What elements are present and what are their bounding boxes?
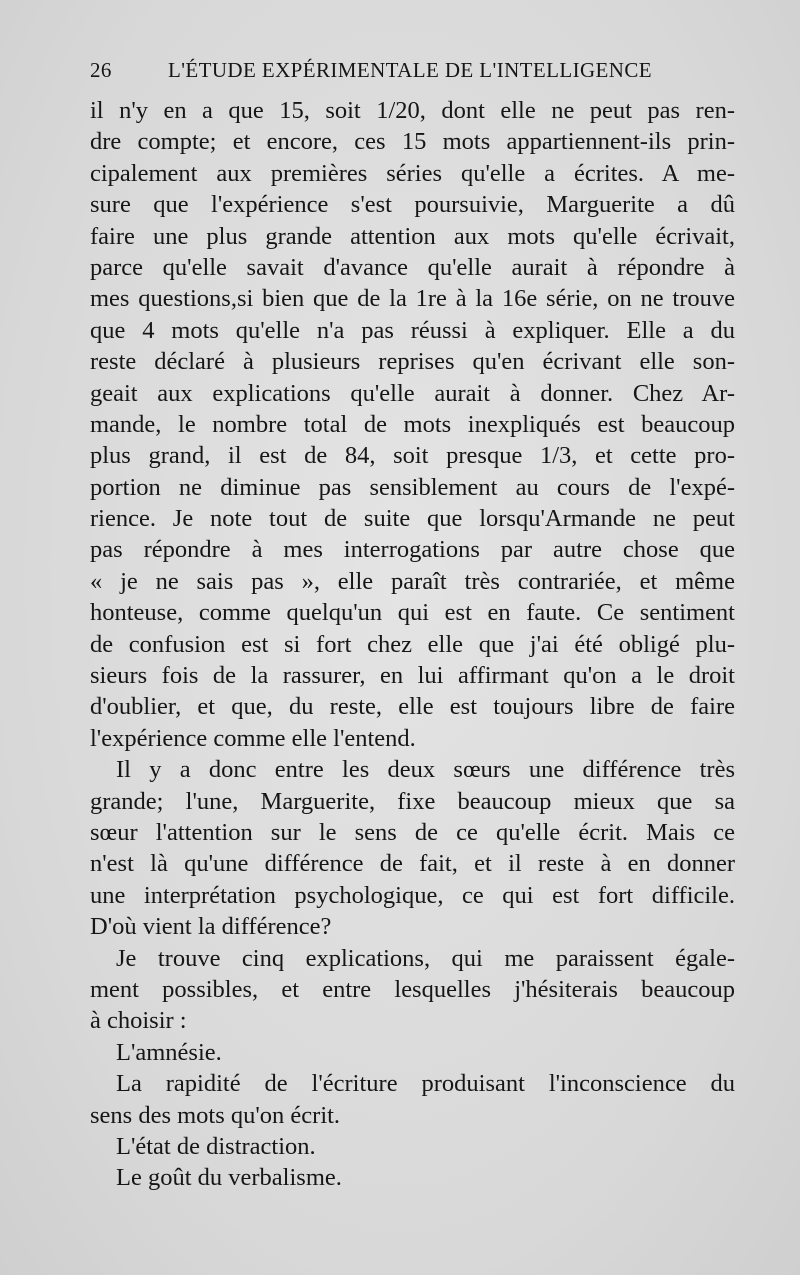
text-line: Le goût du verbalisme. — [116, 1164, 342, 1192]
header-title: L'ÉTUDE EXPÉRIMENTALE DE L'INTELLIGENCE — [168, 58, 652, 82]
text-line: plus grand, il est de 84, soit presque 1/3, et cette pro- — [90, 442, 735, 470]
text-line: sieurs fois de la rassurer, en lui affirmant qu'on a le droit — [90, 662, 735, 690]
text-line: pas répondre à mes interrogations par autre chose que — [90, 536, 735, 564]
text-line: ment possibles, et entre lesquelles j'hésiterais beaucoup — [90, 975, 735, 1003]
text-line: parce qu'elle savait d'avance qu'elle aurait à répondre à — [90, 253, 735, 281]
text-line: l'expérience comme elle l'entend. — [90, 724, 416, 752]
text-line: sens des mots qu'on écrit. — [90, 1101, 341, 1129]
text-line: de confusion est si fort chez elle que j'ai été obligé plu- — [90, 630, 735, 658]
body-text — [90, 95, 735, 1194]
text-line: L'amnésie. — [116, 1038, 222, 1066]
text-line: reste déclaré à plusieurs reprises qu'en écrivant elle son- — [90, 348, 735, 376]
text-line: il n'y en a que 15, soit 1/20, dont elle ne peut pas ren- — [90, 97, 735, 124]
text-line: portion ne diminue pas sensiblement au cours de l'expé- — [90, 473, 735, 501]
text-line: sœur l'attention sur le sens de ce qu'elle écrit. Mais ce — [90, 818, 735, 846]
text-line: sure que l'expérience s'est poursuivie, Marguerite a dû — [90, 191, 735, 219]
text-line: n'est là qu'une différence de fait, et il reste à en donner — [90, 850, 735, 878]
text-line: L'état de distraction. — [116, 1132, 316, 1160]
text-line: geait aux explications qu'elle aurait à donner. Chez Ar- — [90, 379, 735, 407]
text-line: une interprétation psychologique, ce qui est fort difficile. — [90, 881, 735, 909]
running-head — [90, 58, 670, 88]
text-line: honteuse, comme quelqu'un qui est en faute. Ce sentiment — [90, 599, 735, 627]
text-line: cipalement aux premières séries qu'elle a écrites. A me- — [90, 159, 735, 187]
text-line: Il y a donc entre les deux sœurs une différence très — [116, 756, 735, 784]
text-line: grande; l'une, Marguerite, fixe beaucoup mieux que sa — [90, 787, 735, 815]
text-line: que 4 mots qu'elle n'a pas réussi à expliquer. Elle a du — [90, 316, 735, 344]
text-line: « je ne sais pas », elle paraît très contrariée, et même — [90, 567, 735, 595]
text-line: faire une plus grande attention aux mots qu'elle écrivait, — [90, 222, 735, 250]
text-line: Je trouve cinq explications, qui me paraissent égale- — [116, 944, 735, 972]
text-line: à choisir : — [90, 1007, 187, 1035]
page-number: 26 — [90, 58, 112, 82]
text-line: dre compte; et encore, ces 15 mots appartiennent-ils prin- — [90, 128, 735, 156]
text-line: mes questions,si bien que de la 1re à la 16e série, on ne trouve — [90, 285, 735, 313]
text-line: rience. Je note tout de suite que lorsqu'Armande ne peut — [90, 505, 735, 533]
text-line: d'oublier, et que, du reste, elle est toujours libre de faire — [90, 693, 735, 721]
text-line: D'où vient la différence? — [90, 913, 332, 941]
text-line: La rapidité de l'écriture produisant l'inconscience du — [116, 1070, 735, 1098]
text-line: mande, le nombre total de mots inexpliqués est beaucoup — [90, 410, 735, 438]
